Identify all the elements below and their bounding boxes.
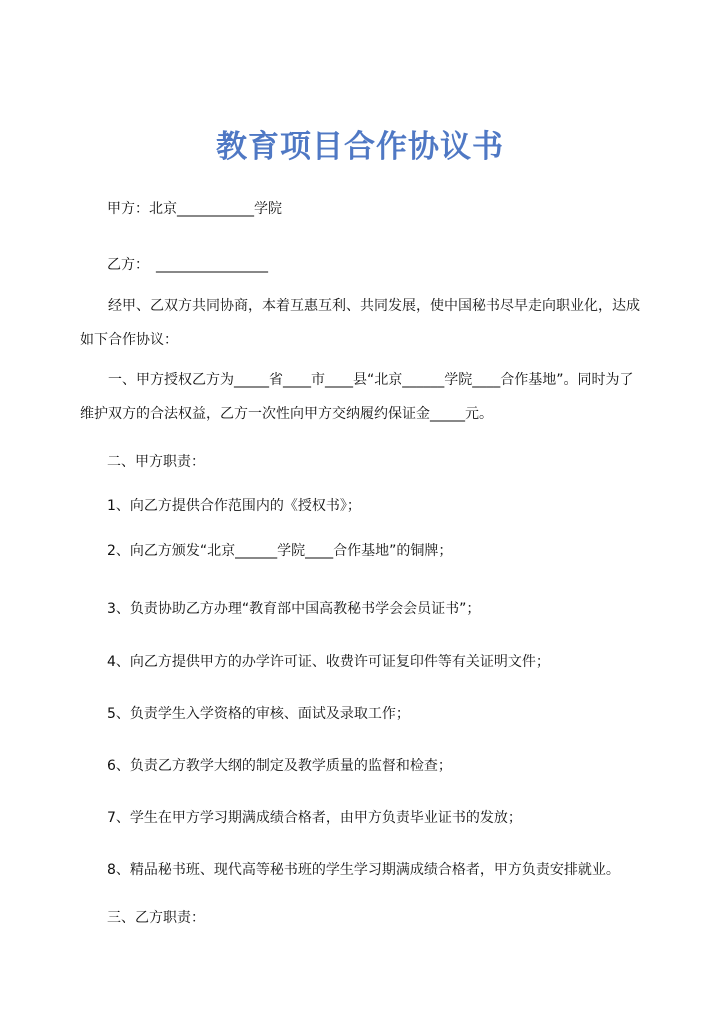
party-a-line: 甲方：北京___________学院 <box>107 201 282 217</box>
document-title: 教育项目合作协议书 <box>216 129 504 165</box>
section-three-heading: 三、乙方职责： <box>107 910 205 926</box>
list-item: 3、负责协助乙方办理“教育部中国高教秘书学会会员证书”； <box>107 601 481 617</box>
party-b-line: 乙方： ________________ <box>107 257 268 273</box>
list-item: 8、精品秘书班、现代高等秘书班的学生学习期满成绩合格者，甲方负责安排就业。 <box>107 862 620 878</box>
list-item: 7、学生在甲方学习期满成绩合格者，由甲方负责毕业证书的发放； <box>107 810 522 826</box>
section-two-heading: 二、甲方职责： <box>107 454 205 470</box>
list-item: 2、向乙方颁发“北京______学院____合作基地”的铜牌； <box>107 543 453 559</box>
list-item: 6、负责乙方教学大纲的制定及教学质量的监督和检查； <box>107 758 452 774</box>
list-item: 4、向乙方提供甲方的办学许可证、收费许可证复印件等有关证明文件； <box>107 654 550 670</box>
intro-paragraph: 经甲、乙双方共同协商，本着互惠互利、共同发展，使中国秘书尽早走向职业化，达成如下合作协议： <box>80 298 640 348</box>
list-item: 5、负责学生入学资格的审核、面试及录取工作； <box>107 706 410 722</box>
list-item: 1、向乙方提供合作范围内的《授权书》； <box>107 498 361 514</box>
clause-one-paragraph: 一、甲方授权乙方为_____省____市____县“北京______学院____合作基地”。同时为了维护双方的合法权益，乙方一次性向甲方交纳履约保证金_____元。 <box>80 372 634 422</box>
